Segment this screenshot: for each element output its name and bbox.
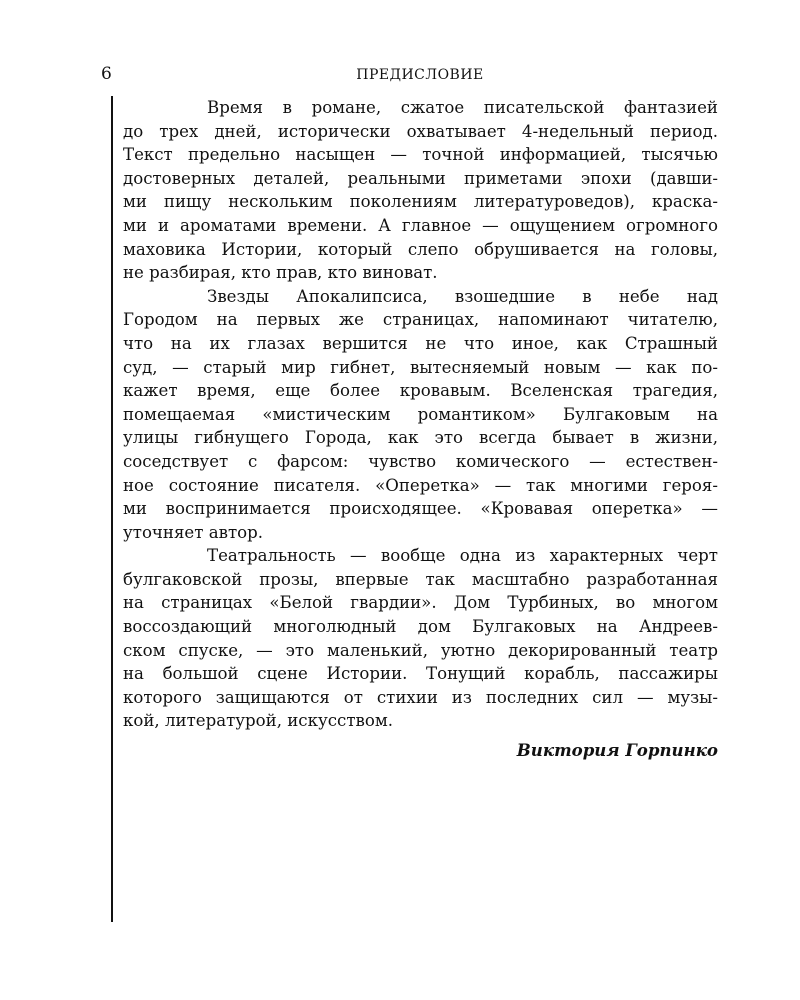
text-line: уточняет автор.	[123, 522, 264, 542]
paragraph-2	[123, 285, 718, 545]
text-line: Театральность — вообще одна из характерных черт	[207, 546, 718, 566]
text-line: ми воспринимается происходящее. «Кровавая оперетка» —	[123, 499, 718, 519]
text-line: ми пищу нескольким поколениям литературоведов), краска-	[123, 192, 718, 212]
text-line: Городом на первых же страницах, напоминают читателю,	[123, 310, 718, 330]
paragraph-1	[123, 96, 718, 285]
text-line: суд, — старый мир гибнет, вытесняемый новым — как по-	[123, 357, 718, 377]
text-line: что на их глазах вершится не что иное, как Страшный	[123, 333, 718, 353]
text-line: достоверных деталей, реальными приметами эпохи (давши-	[123, 168, 718, 188]
author-signature: Виктория Горпинко	[516, 740, 718, 760]
text-line: соседствует с фарсом: чувство комического — естествен-	[123, 451, 718, 471]
text-line: ми и ароматами времени. А главное — ощущением огромного	[123, 215, 718, 235]
text-line: Время в романе, сжатое писательской фантазией	[207, 98, 718, 117]
text-line: Звезды Апокалипсиса, взошедшие в небе над	[207, 286, 718, 306]
body-text	[123, 96, 718, 733]
text-line: воссоздающий многолюдный дом Булгаковых на Андреев-	[123, 617, 718, 637]
text-line: помещаемая «мистическим романтиком» Булгаковым на	[123, 404, 718, 424]
text-line: булгаковской прозы, впервые так масштабно разработанная	[123, 569, 718, 589]
running-header-title: ПРЕДИСЛОВИЕ	[356, 67, 484, 83]
page-number: 6	[101, 64, 112, 84]
text-line: маховика Истории, который слепо обрушивается на головы,	[123, 239, 718, 259]
text-line: Текст предельно насыщен — точной информацией, тысячью	[123, 145, 718, 165]
text-line: кажет время, еще более кровавым. Вселенская трагедия,	[123, 381, 718, 401]
text-line: ском спуске, — это маленький, уютно декорированный театр	[123, 640, 718, 660]
text-line: на большой сцене Истории. Тонущий корабль, пассажиры	[123, 664, 718, 684]
text-line: ное состояние писателя. «Оперетка» — так многими героя-	[123, 475, 718, 495]
margin-rule	[111, 96, 113, 922]
text-line: на страницах «Белой гвардии». Дом Турбиных, во многом	[123, 593, 718, 613]
text-line: кой, литературой, искусством.	[123, 711, 394, 731]
text-line: которого защищаются от стихии из последних сил — музы-	[123, 687, 718, 707]
text-line: улицы гибнущего Города, как это всегда бывает в жизни,	[123, 428, 718, 448]
text-line: не разбирая, кто прав, кто виноват.	[123, 263, 438, 283]
paragraph-3	[123, 544, 718, 733]
text-line: до трех дней, исторически охватывает 4-недельный период.	[123, 121, 718, 141]
